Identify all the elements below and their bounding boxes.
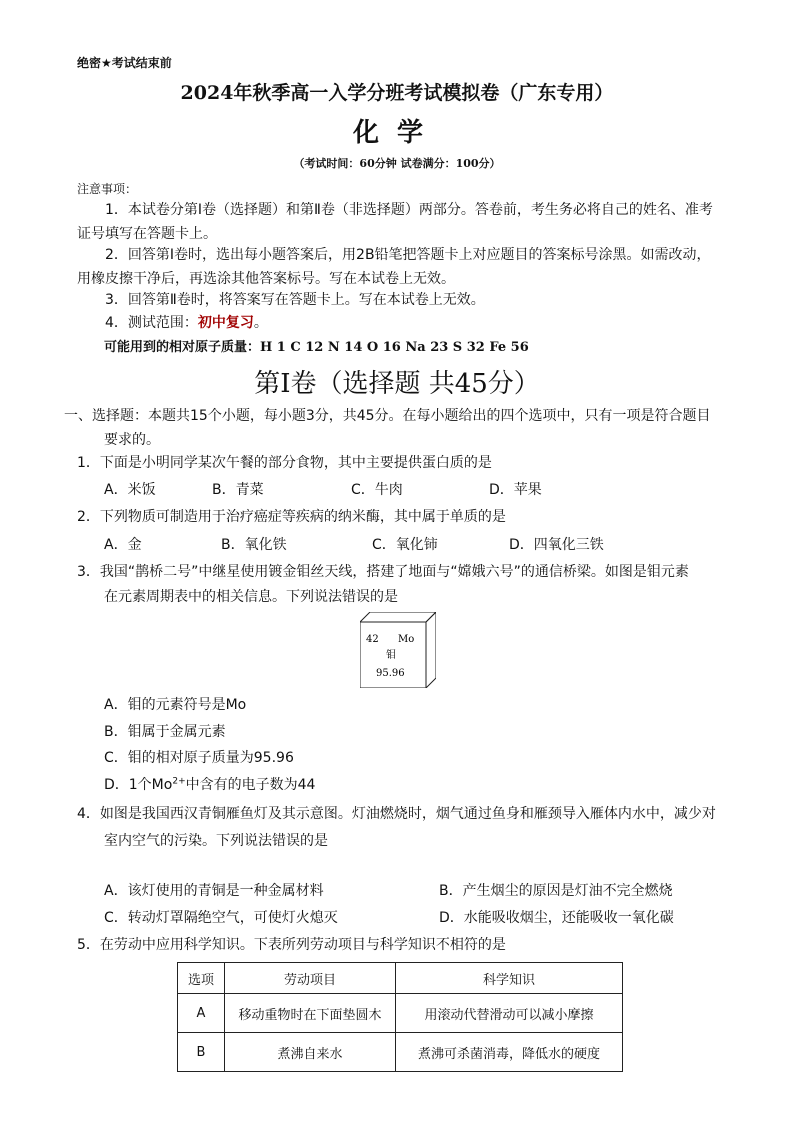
q4-option-c: C．转动灯罩隔绝空气，可使灯火熄灭 <box>104 910 338 926</box>
q4-option-d: D．水能吸收烟尘，还能吸收一氧化碳 <box>439 910 674 926</box>
q2-option-c: C．氧化铈 <box>372 537 438 553</box>
q3-option-b: B．钼属于金属元素 <box>104 724 226 740</box>
q5-table <box>177 962 623 1072</box>
q5-stem: 5．在劳动中应用科学知识。下表所列劳动项目与科学知识不相符的是 <box>77 937 506 953</box>
scope-suffix: 。 <box>253 315 268 331</box>
element-symbol: Mo <box>398 634 415 645</box>
q3-option-d-suffix: 中含有的电子数为44 <box>185 777 316 793</box>
table-row <box>178 1033 623 1072</box>
q4-option-a: A．该灯使用的青铜是一种金属材料 <box>104 883 324 899</box>
q2-stem: 2．下列物质可制造用于治疗癌症等疾病的纳米酶，其中属于单质的是 <box>77 509 506 525</box>
note-item-1: 1．本试卷分第Ⅰ卷（选择题）和第Ⅱ卷（非选择题）两部分。答卷前，考生务必将自己的姓名、准考证号填写在答题卡上。 <box>77 202 713 242</box>
q4-stem-line1: 4．如图是我国西汉青铜雁鱼灯及其示意图。灯油燃烧时，烟气通过鱼身和雁颈导入雁体内水中，减少对 <box>77 806 716 822</box>
q2-option-d: D．四氧化三铁 <box>509 537 604 553</box>
q1-option-a: A．米饭 <box>104 482 156 498</box>
q1-option-b: B．青菜 <box>212 482 264 498</box>
q2-option-b: B．氧化铁 <box>221 537 287 553</box>
exam-title: 2024年秋季高一入学分班考试模拟卷（广东专用） <box>180 82 614 104</box>
exam-info: （考试时间：60分钟 试卷满分：100分） <box>293 157 501 170</box>
section-instruction-2: 要求的。 <box>104 432 160 448</box>
table-header-row <box>178 963 623 994</box>
table-cell: 煮沸可杀菌消毒，降低水的硬度 <box>396 1033 623 1072</box>
section-instruction-1: 一、选择题：本题共15个小题，每小题3分，共45分。在每小题给出的四个选项中，只有一项是符合题目 <box>64 408 711 424</box>
scope-value: 初中复习 <box>197 315 254 331</box>
note-item-2: 2．回答第Ⅰ卷时，选出每小题答案后，用2B铅笔把答题卡上对应题目的答案标号涂黑。如需改动，用橡皮擦干净后，再选涂其他答案标号。写在本试卷上无效。 <box>77 247 711 287</box>
table-cell: 移动重物时在下面垫圆木 <box>225 994 396 1033</box>
note-item-3: 3．回答第Ⅱ卷时，将答案写在答题卡上。写在本试卷上无效。 <box>105 292 485 308</box>
notes-heading: 注意事项： <box>77 182 138 196</box>
q4-stem-line2: 室内空气的污染。下列说法错误的是 <box>104 833 328 849</box>
table-cell: A <box>178 994 225 1033</box>
q2-option-a: A．金 <box>104 537 142 553</box>
q1-stem: 1．下面是小明同学某次午餐的部分食物，其中主要提供蛋白质的是 <box>77 455 492 471</box>
molybdenum-element-cube <box>360 612 436 688</box>
table-cell: B <box>178 1033 225 1072</box>
subject-title: 化学 <box>352 118 441 148</box>
q1-option-c: C．牛肉 <box>351 482 403 498</box>
element-name: 钼 <box>386 650 396 661</box>
atomic-masses: 可能用到的相对原子质量：H 1 C 12 N 14 O 16 Na 23 S 32 Fe 56 <box>104 340 529 355</box>
secret-tag: 绝密★考试结束前 <box>77 56 172 70</box>
section-title: 第Ⅰ卷（选择题 共45分） <box>254 369 540 399</box>
table-header-cell: 劳动项目 <box>225 963 396 994</box>
q3-stem-line2: 在元素周期表中的相关信息。下列说法错误的是 <box>104 589 398 605</box>
q3-option-a: A．钼的元素符号是Mo <box>104 697 247 713</box>
q3-option-c: C．钼的相对原子质量为95.96 <box>104 750 294 766</box>
table-row <box>178 994 623 1033</box>
table-cell: 煮沸自来水 <box>225 1033 396 1072</box>
q3-option-d-prefix: D．1个Mo <box>104 777 173 793</box>
element-number: 42 <box>366 634 379 645</box>
table-header-cell: 科学知识 <box>396 963 623 994</box>
element-mass: 95.96 <box>376 668 405 679</box>
scope-prefix: 4．测试范围： <box>105 315 198 331</box>
q3-option-d <box>104 774 315 794</box>
table-header-cell: 选项 <box>178 963 225 994</box>
q3-option-d-charge: 2+ <box>172 776 186 787</box>
q1-option-d: D．苹果 <box>489 482 542 498</box>
q3-stem-line1: 3．我国“鹊桥二号”中继星使用镀金钼丝天线，搭建了地面与“嫦娥六号”的通信桥梁。如图是钼元素 <box>77 564 689 580</box>
note-item-4 <box>77 311 717 335</box>
table-cell: 用滚动代替滑动可以减小摩擦 <box>396 994 623 1033</box>
q4-option-b: B．产生烟尘的原因是灯油不完全燃烧 <box>439 883 673 899</box>
